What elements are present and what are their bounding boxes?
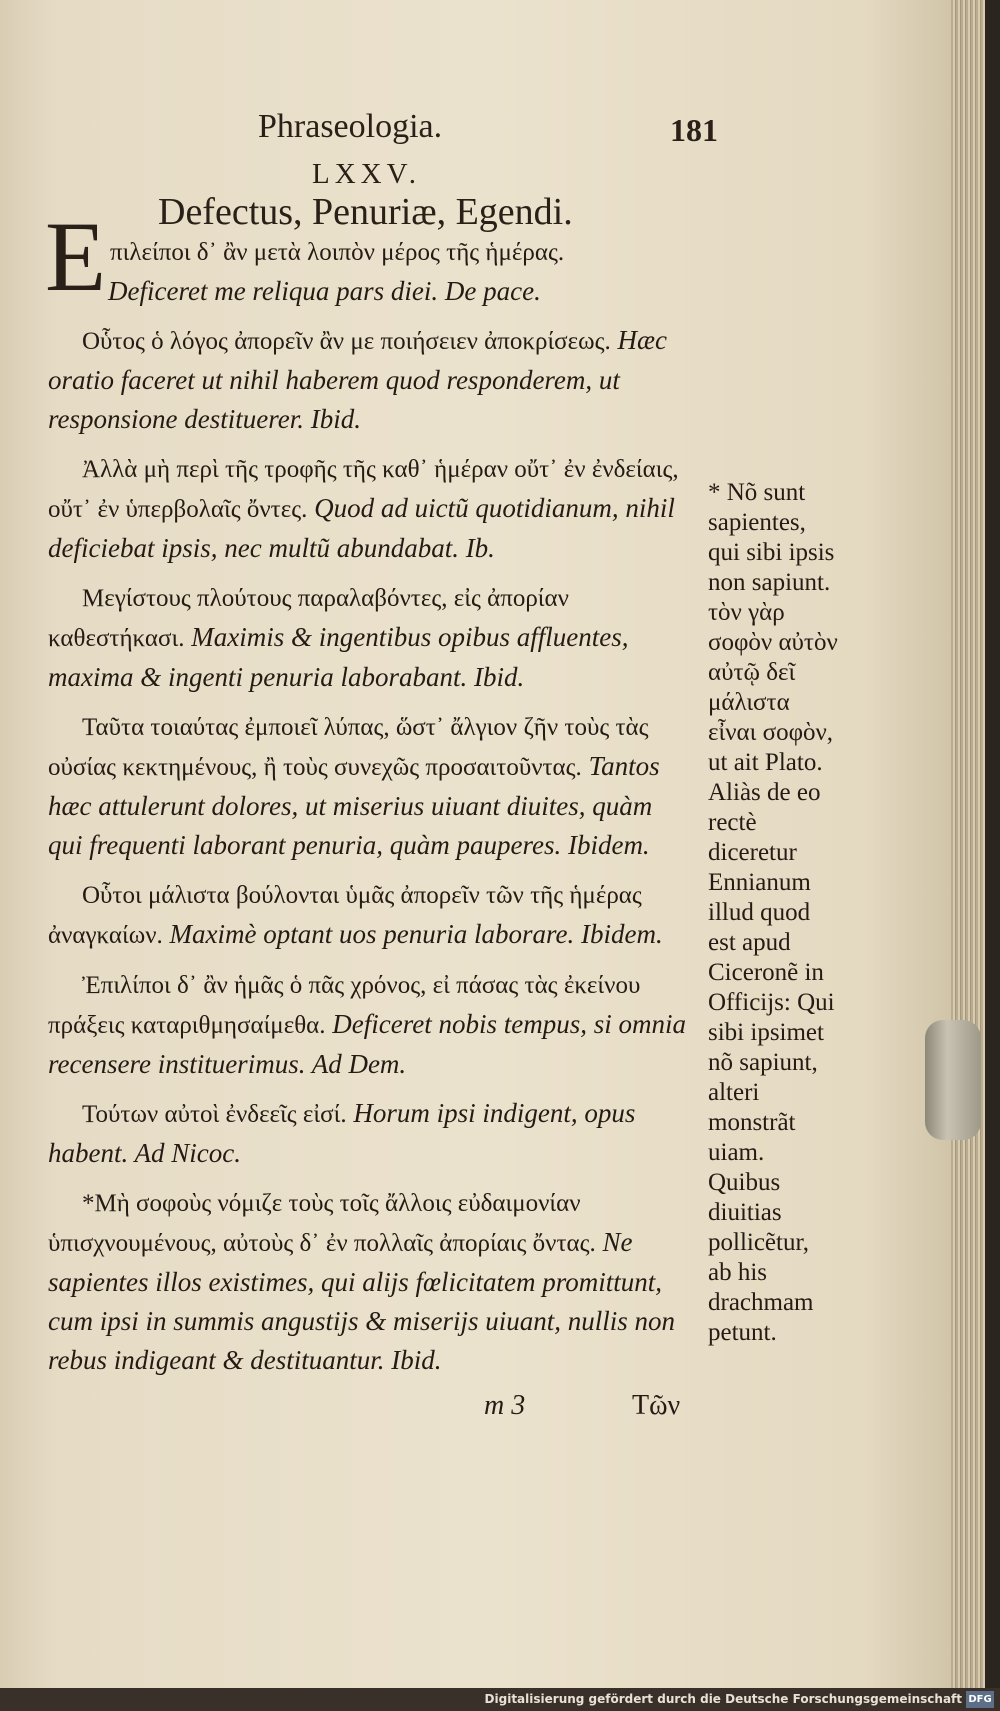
page-edge <box>951 0 985 1688</box>
entry <box>48 232 688 311</box>
entry <box>48 1094 688 1173</box>
entry <box>48 449 688 568</box>
greek-text: πιλείποι δ᾽ ἂν μετὰ λοιπὸν μέρος τῆς ἡμέρας. <box>110 239 565 266</box>
greek-text: Οὗτοι μάλιστα βούλονται ὑμᾶς ἀπορεῖν τῶν τῆς ἡμέρας ἀναγκαίων. <box>48 882 642 949</box>
dfg-logo: DFG <box>966 1691 994 1708</box>
book-clip <box>925 1020 981 1140</box>
entry <box>48 965 688 1084</box>
latin-text: Tantos hæc attulerunt dolores, ut miserius uiuant diuites, quàm qui frequenti laborant penuria, quàm pauperes. Ibidem. <box>48 751 660 860</box>
main-text <box>48 232 688 1390</box>
latin-text: Horum ipsi indigent, opus habent. Ad Nicoc. <box>48 1098 636 1168</box>
running-title: Phraseologia. <box>258 108 443 145</box>
latin-text: Ne sapientes illos existimes, qui alijs fœlicitatem promittunt, cum ipsi in summis angustijs & miserijs uiuant, nullis non rebus indigeant & destituantur. Ibid. <box>48 1227 676 1375</box>
signature-mark: m 3 <box>484 1390 526 1421</box>
entry <box>48 1183 688 1380</box>
entry <box>48 578 688 697</box>
latin-text: Deficeret me reliqua pars diei. De pace. <box>108 276 541 306</box>
latin-text: Deficeret nobis tempus, si omnia recensere instituerimus. Ad Dem. <box>48 1009 686 1079</box>
greek-text: Οὗτος ὁ λόγος ἀπορεῖν ἂν με ποιήσειεν ἀποκρίσεως. <box>82 328 611 355</box>
greek-text: *Μὴ σοφοὺς νόμιζε τοὺς τοῖς ἄλλοις εὐδαιμονίαν ὑπισχνουμένους, αὐτοὺς δ᾽ ἐν πολλαῖς ἀπορίαις ὄντας. <box>48 1190 596 1257</box>
latin-text: Hæc oratio faceret ut nihil haberem quod responderem, ut responsione destituerer. Ibid. <box>48 325 667 434</box>
greek-text: Μεγίστους πλούτους παραλαβόντες, εἰς ἀπορίαν καθεστήκασι. <box>48 585 569 652</box>
drop-cap: E <box>45 201 107 312</box>
chapter-number: LXXV. <box>312 158 422 190</box>
entry <box>48 875 688 955</box>
greek-text: Τούτων αὐτοὶ ἐνδεεῖς εἰσί. <box>82 1101 347 1128</box>
greek-text: Ἐπιλίποι δ᾽ ἂν ἡμᾶς ὁ πᾶς χρόνος, εἰ πάσας τὰς ἐκείνου πράξεις καταριθμησαίμεθα. <box>48 972 641 1039</box>
latin-text: Maximè optant uos penuria laborare. Ibidem. <box>169 919 663 949</box>
latin-text: Quod ad uictũ quotidianum, nihil deficiebat ipsis, nec multũ abundabat. Ib. <box>48 493 675 563</box>
page-number: 181 <box>670 112 718 148</box>
catchword: Τῶν <box>632 1390 681 1421</box>
greek-text: Ταῦτα τοιαύτας ἐμποιεῖ λύπας, ὥστ᾽ ἄλγιον ζῆν τοὺς τὰς οὐσίας κεκτημένους, ἢ τοὺς συνεχῶς προσαιτοῦντας. <box>48 714 649 781</box>
greek-text: Ἀλλὰ μὴ περὶ τῆς τροφῆς τῆς καθ᾽ ἡμέραν οὔτ᾽ ἐν ἐνδείαις, οὔτ᾽ ἐν ὑπερβολαῖς ὄντες. <box>48 456 679 523</box>
entry <box>48 707 688 865</box>
digitization-credit: Digitalisierung gefördert durch die Deutsche Forschungsgemeinschaft <box>0 1688 1000 1711</box>
latin-text: Maximis & ingentibus opibus affluentes, maxima & ingenti penuria laborabant. Ibid. <box>48 622 629 692</box>
entry <box>48 321 688 439</box>
margin-note: * Nõ sunt sapientes, qui sibi ipsis non sapiunt. τὸν γὰρ σοφὸν αὐτὸν αὐτῷ δεῖ μάλιστα εἶναι σοφὸν, ut ait Plato. Aliàs de eo rectè diceretur Ennianum illud quod est apud Ciceronẽ in Officijs: Qui sibi ipsimet nõ sapiunt, alteri monstrãt uiam. Quibus diuitias pollicẽtur, ab his drachmam petunt. <box>708 479 838 1346</box>
section-title: Defectus, Penuriæ, Egendi. <box>158 191 573 233</box>
